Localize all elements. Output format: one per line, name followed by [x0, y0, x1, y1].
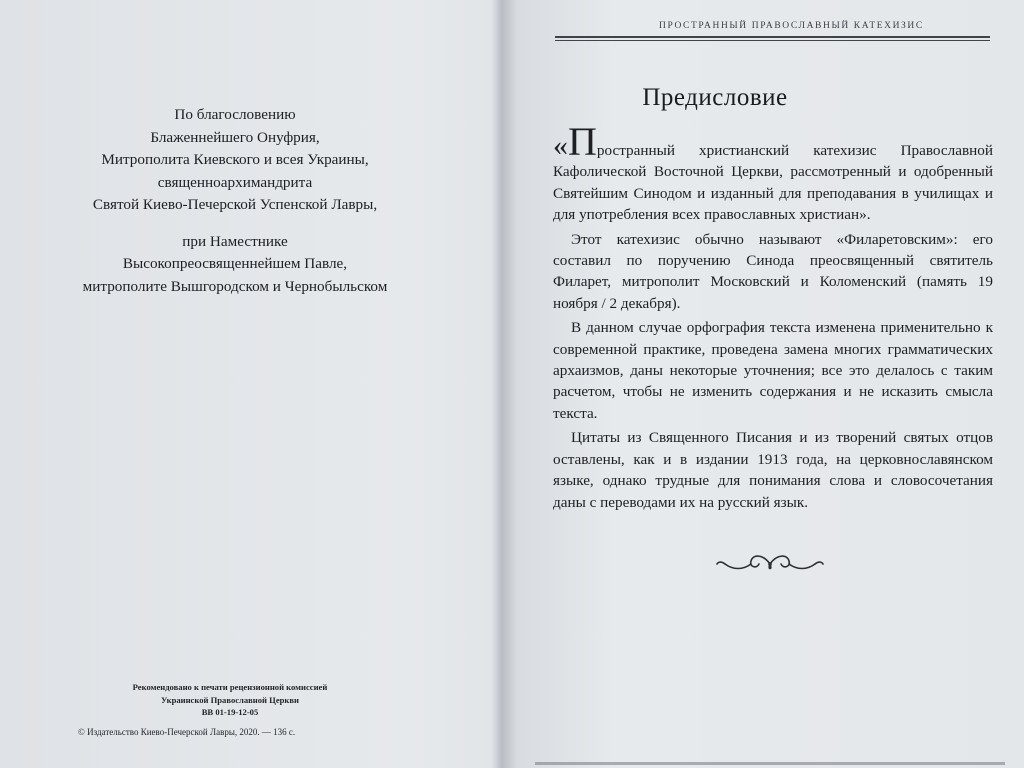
left-page [0, 0, 497, 768]
blessing-line: Святой Киево-Печерской Успенской Лавры, [92, 196, 378, 213]
paragraph: Этот катехизис обычно называют «Филаретовским»: его составил по поручению Синода преосвященный святитель Филарет, митрополит Московский и Коломенский (память 19 ноября / 2 декабря). [553, 230, 993, 312]
paragraph: В данном случае орфография текста изменена применительно к современной практике, проведена замена многих грамматических архаизмов, даны некоторые уточнения; все это делалось с таким расчетом, чтобы не изменить содержания и не исказить смысла текста. [553, 319, 993, 422]
open-quote: « [553, 129, 568, 162]
imprint-line: Украинской Православной Церкви [161, 694, 299, 705]
paragraph: Цитаты из Священного Писания и из творений святых отцов оставлены, как и в издании 1913 года, на церковнославянском языке, однако трудные для понимания слова и словосочетания даны с переводами их на русский язык. [553, 429, 993, 511]
imprint-line: Рекомендовано к печати рецензионной комиссией [132, 682, 328, 692]
page-bottom-edge [535, 762, 1005, 765]
paragraph-text: ространный христианский катехизис Православной Кафолической Восточной Церкви, рассмотренный и одобренный Святейшим Синодом и изданный для преподавания в училищах и для употребления всех православных христиан». [553, 142, 993, 224]
ornament-scroll-icon [715, 552, 825, 576]
blessing-line: Митрополита Киевского и всея Украины, [101, 151, 369, 168]
blessing-line: священноархимандрита [157, 173, 313, 191]
body-text [553, 119, 993, 516]
blessing-line: По благословению [174, 106, 296, 123]
header-rule [555, 36, 990, 41]
chapter-title: Предисловие [642, 84, 788, 111]
right-page [505, 0, 1024, 768]
copyright-line: © Издательство Киево-Печерской Лавры, 2020. — 136 с. [78, 727, 296, 737]
blessing-block [40, 104, 430, 298]
paragraph [553, 119, 993, 226]
blessing-line: Высокопреосвященнейшем Павле, [122, 255, 348, 272]
blessing-line: митрополите Вышгородском и Чернобыльском [82, 277, 388, 295]
imprint-block [90, 681, 370, 719]
blessing-line: при Наместнике [182, 232, 288, 250]
running-head: ПРОСТРАННЫЙ ПРАВОСЛАВНЫЙ КАТЕХИЗИС [659, 21, 924, 31]
imprint-line: ВВ 01-19-12-05 [201, 707, 259, 717]
drop-cap: П [568, 119, 597, 164]
blessing-line: Блаженнейшего Онуфрия, [150, 128, 320, 146]
